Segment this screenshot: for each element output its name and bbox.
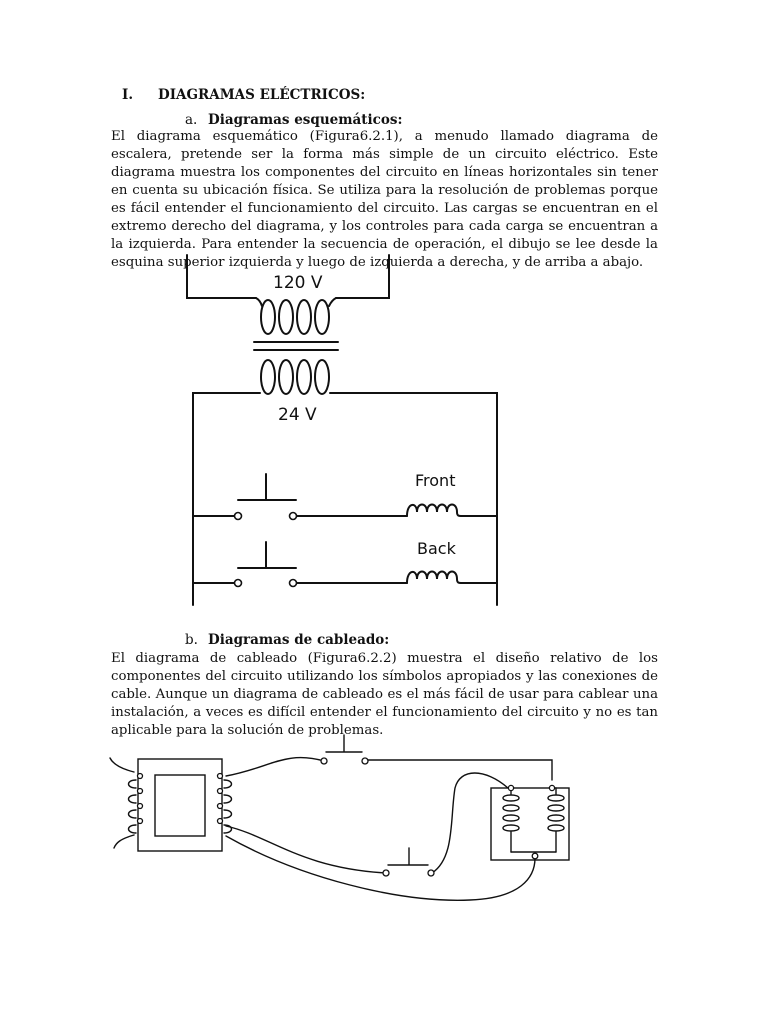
load-back-label: Back [417, 539, 456, 558]
subsection-a-title: Diagramas esquemáticos: [208, 112, 403, 128]
switch-top [326, 735, 362, 752]
section-title: DIAGRAMAS ELÉCTRICOS: [158, 87, 366, 103]
terminal [138, 789, 143, 794]
load-front-coil [407, 505, 461, 517]
schematic-diagram [0, 250, 768, 610]
transformer-frame [138, 759, 222, 851]
relay-terminal [508, 785, 513, 790]
contact-terminal [290, 513, 297, 520]
load-back-coil [407, 572, 461, 584]
terminal [138, 804, 143, 809]
contact-terminal [235, 513, 242, 520]
subsection-b-paragraph: El diagrama de cableado (Figura6.2.2) muestra el diseño relativo de los componentes del circuito utilizando los símbolos apropiados y las conexiones de cable. Aunque un diagrama de cableado es el más fácil de usar para cablear una instalación, a veces es difícil entender el funcionamiento del circuito y no es tan aplicable para la solución de problemas. [111, 651, 658, 738]
subsection-a-heading [185, 112, 402, 128]
contact-terminal [290, 580, 297, 587]
contact-terminal [235, 580, 242, 587]
relay-terminal [549, 785, 554, 790]
subsection-b-title: Diagramas de cableado: [208, 632, 390, 648]
subsection-b-letter: b. [185, 632, 198, 648]
terminal [218, 774, 223, 779]
terminal [138, 774, 143, 779]
right-rail [330, 393, 497, 605]
wire [226, 836, 535, 900]
wire [366, 760, 552, 780]
relay-terminal [532, 853, 538, 859]
section-number: I. [122, 87, 134, 103]
section-heading [122, 87, 365, 103]
transformer-secondary-coil [224, 780, 232, 833]
terminal [218, 804, 223, 809]
pushbutton-front [238, 474, 296, 500]
switch-terminal [321, 758, 327, 764]
primary-coil [256, 298, 336, 334]
switch-terminal [428, 870, 434, 876]
transformer-primary-coil [129, 780, 137, 833]
wire [226, 826, 386, 873]
relay-coil-left [503, 788, 519, 852]
switch-terminal [383, 870, 389, 876]
terminal [218, 789, 223, 794]
subsection-b-heading [185, 632, 389, 648]
load-front-label: Front [415, 471, 456, 490]
secondary-coil [261, 360, 329, 394]
pushbutton-back [238, 542, 296, 568]
terminal [218, 819, 223, 824]
transformer-window [155, 775, 205, 836]
terminal [138, 819, 143, 824]
switch-bottom [388, 848, 428, 865]
wire [226, 758, 324, 776]
transformer-core [254, 342, 338, 350]
primary-voltage-label: 120 V [273, 273, 323, 293]
relay-coil-right [548, 788, 564, 852]
subsection-a-paragraph: El diagrama esquemático (Figura6.2.1), a menudo llamado diagrama de escalera, pretende ser la forma más simple de un circuito eléctrico. Este diagrama muestra los componentes del circuito en líneas horizontales sin tener en cuenta su ubicación física. Se utiliza para la resolución de problemas porque es fácil entender el funcionamiento del circuito. Las cargas se encuentran en el extremo derecho del diagrama, y los controles para cada carga se encuentran a la izquierda. Para entender la secuencia de operación, el dibujo se lee desde la esquina superior izquierda y luego de izquierda a derecha, y de arriba a abajo. [111, 129, 658, 270]
subsection-a-letter: a. [185, 112, 198, 128]
secondary-voltage-label: 24 V [278, 405, 317, 425]
wiring-diagram [0, 728, 768, 928]
switch-terminal [362, 758, 368, 764]
primary-lead-wire [110, 758, 134, 848]
